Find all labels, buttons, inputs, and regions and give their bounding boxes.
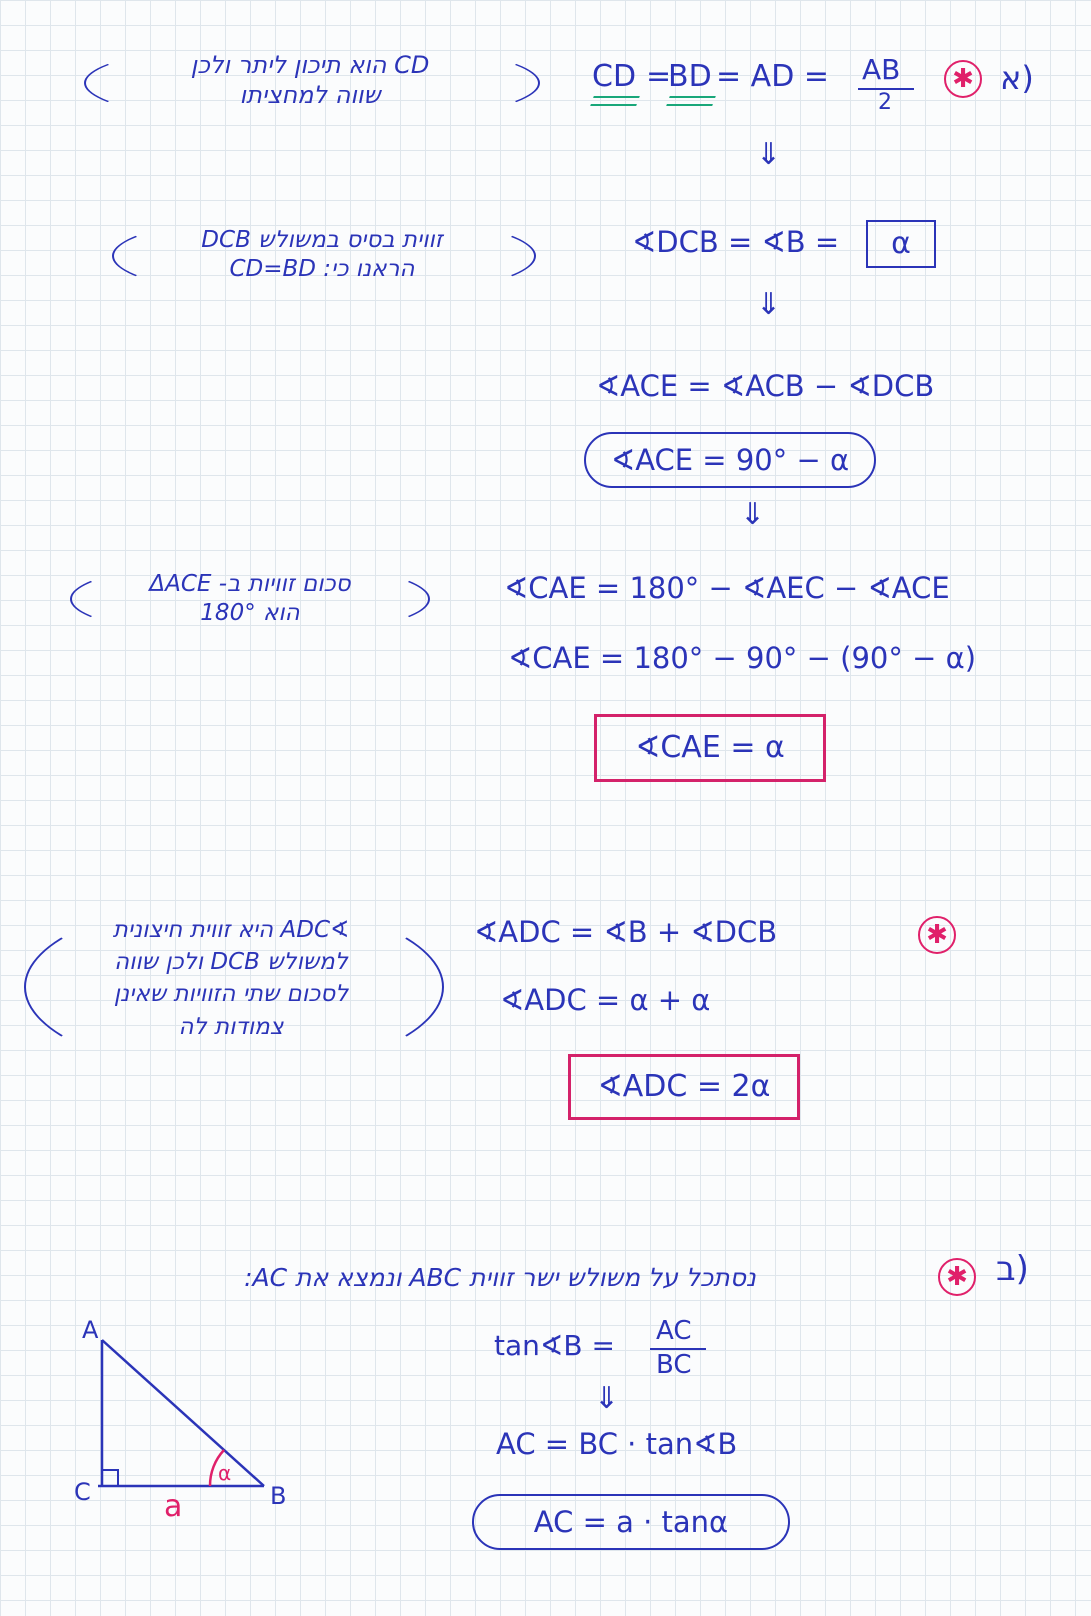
- fraction-numerator: AB: [862, 53, 901, 86]
- note-4-line-1: ∢ADC היא זווית חיצונית: [112, 917, 350, 943]
- segment-bd: BD: [668, 59, 712, 94]
- note-1: [110, 50, 510, 110]
- side-ab: [102, 1340, 264, 1486]
- equation-line-6: ∢CAE = 180° − 90° − (90° − α): [508, 641, 977, 675]
- implies-arrow-icon: ⇓: [756, 137, 782, 172]
- note-3-line-1: סכום זוויות ב- ΔACE: [149, 571, 351, 597]
- result-oval-ace: [584, 432, 876, 488]
- green-underline-cd: [590, 96, 640, 106]
- right-angle-mark: [102, 1470, 118, 1486]
- note-2: [132, 226, 512, 284]
- note-1-line-1: CD הוא תיכון ליתר ולכן: [190, 51, 430, 79]
- tan-equation: [494, 1318, 734, 1378]
- vertex-c: C: [74, 1478, 91, 1506]
- result-ace: ∢ACE = 90° − α: [610, 443, 850, 477]
- part-b-intro: נסתכל על משולש ישר זווית ABC ונמצא את AC:: [244, 1263, 756, 1292]
- tan-denominator: BC: [656, 1350, 692, 1380]
- alpha-box: [866, 220, 936, 268]
- result-box-adc: [568, 1054, 800, 1120]
- asterisk-mark-icon: ✱: [918, 916, 956, 954]
- note-2-line-1: זווית בסיס במשולש DCB: [201, 227, 443, 253]
- equation-rest: = AD =: [716, 59, 829, 94]
- note-4: [46, 914, 416, 1043]
- asterisk-mark-icon: ✱: [938, 1258, 976, 1296]
- note-1-line-2: שווה למחציתו: [239, 81, 381, 109]
- equation-line-5: ∢CAE = 180° − ∢AEC − ∢ACE: [504, 571, 950, 605]
- equals-sign: =: [646, 59, 672, 94]
- tan-lhs: tan∢B =: [494, 1329, 615, 1362]
- side-label-a: a: [164, 1489, 183, 1524]
- implies-arrow-icon: ⇓: [740, 497, 766, 532]
- tan-numerator: AC: [656, 1316, 692, 1346]
- vertex-a: A: [82, 1316, 99, 1344]
- result-cae: ∢CAE = α: [635, 730, 785, 765]
- asterisk-mark-icon: ✱: [944, 60, 982, 98]
- note-4-line-2: למשולש DCB ולכן שווה: [114, 949, 348, 976]
- segment-cd: CD: [592, 59, 637, 94]
- implies-arrow-icon: ⇓: [756, 287, 782, 322]
- result-oval-ac: [472, 1494, 790, 1550]
- equation-line-2: ∢DCB = ∢B =: [632, 225, 840, 259]
- right-triangle-diagram: [60, 1310, 320, 1540]
- equation-adc-2: ∢ADC = α + α: [500, 983, 711, 1017]
- part-a-label: א): [1000, 59, 1034, 97]
- note-4-line-3: לסכום שתי הזוויות שאינן: [113, 981, 349, 1008]
- vertex-b: B: [270, 1482, 287, 1510]
- equation-adc-1: ∢ADC = ∢B + ∢DCB: [474, 915, 778, 949]
- result-adc: ∢ADC = 2α: [597, 1069, 771, 1104]
- alpha-value: α: [891, 226, 911, 261]
- green-underline-bd: [666, 96, 716, 106]
- result-box-cae: [594, 714, 826, 782]
- note-3: [90, 570, 410, 628]
- implies-arrow-icon: ⇓: [594, 1381, 620, 1416]
- note-4-line-4: צמודות לה: [178, 1013, 284, 1040]
- equation-ac: AC = BC · tan∢B: [496, 1427, 738, 1461]
- fraction-denominator: 2: [878, 90, 892, 115]
- equation-line-3: ∢ACE = ∢ACB − ∢DCB: [596, 369, 935, 403]
- angle-label-alpha: α: [218, 1461, 232, 1485]
- note-2-line-2: הראנו כי: CD=BD: [229, 255, 415, 282]
- result-ac: AC = a · tanα: [533, 1505, 729, 1539]
- part-b-label: ב): [996, 1249, 1029, 1289]
- note-3-line-2: הוא 180°: [200, 599, 300, 626]
